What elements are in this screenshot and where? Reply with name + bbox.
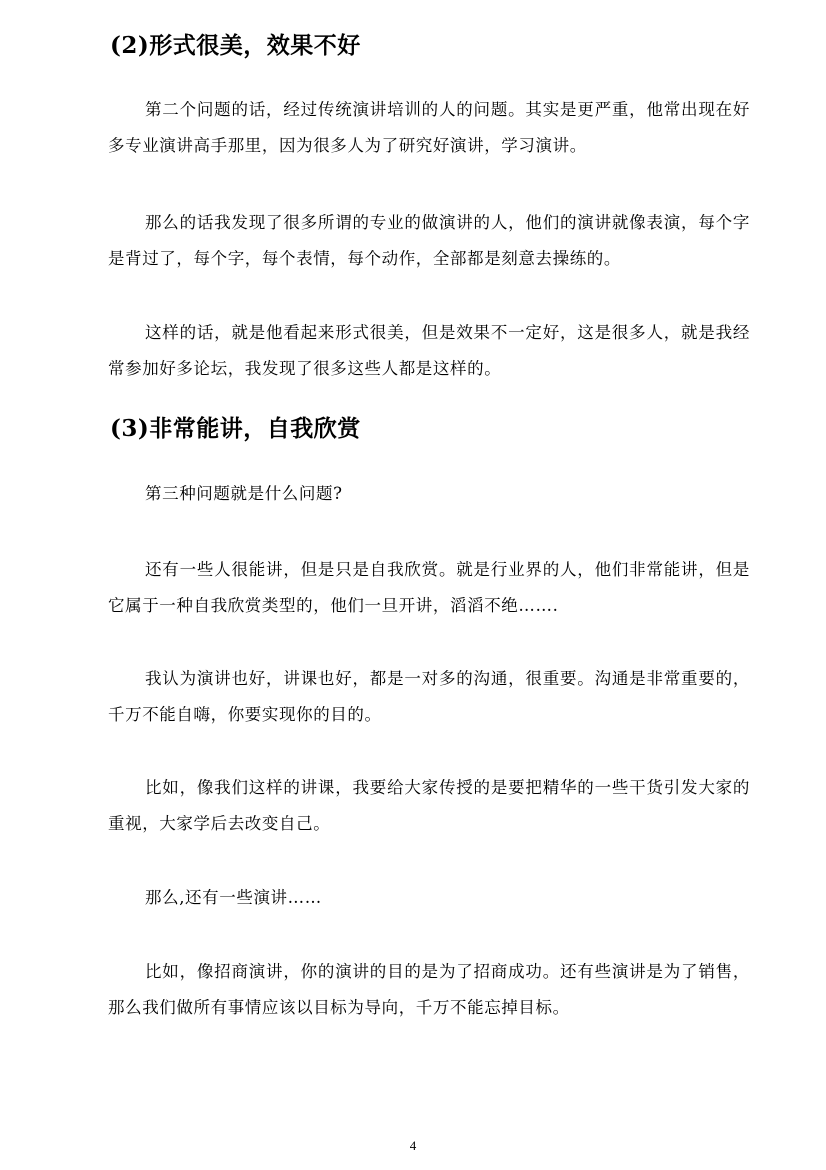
paragraph: 比如，像我们这样的讲课，我要给大家传授的是要把精华的一些干货引发大家的重视，大家学后去改变自己。 [108, 778, 750, 833]
paragraph: 还有一些人很能讲，但是只是自我欣赏。就是行业界的人，他们非常能讲，但是它属于一种自我欣赏类型的，他们一旦开讲，滔滔不绝……. [108, 560, 750, 615]
section-heading-3: (3)非常能讲，自我欣赏 [110, 415, 361, 442]
section-heading-2: (2)形式很美，效果不好 [110, 32, 361, 59]
paragraph: 比如，像招商演讲，你的演讲的目的是为了招商成功。还有些演讲是为了销售，那么我们做所有事情应该以目标为导向，千万不能忘掉目标。 [108, 962, 750, 1017]
paragraph: 第三种问题就是什么问题? [145, 484, 343, 503]
paragraph: 这样的话，就是他看起来形式很美，但是效果不一定好，这是很多人，就是我经常参加好多论坛，我发现了很多这些人都是这样的。 [108, 323, 750, 378]
paragraph: 那么,还有一些演讲…… [145, 888, 322, 907]
paragraph: 我认为演讲也好，讲课也好，都是一对多的沟通，很重要。沟通是非常重要的，千万不能自嗨，你要实现你的目的。 [108, 669, 750, 724]
paragraph: 第二个问题的话，经过传统演讲培训的人的问题。其实是更严重，他常出现在好多专业演讲高手那里，因为很多人为了研究好演讲，学习演讲。 [108, 100, 750, 155]
paragraph: 那么的话我发现了很多所谓的专业的做演讲的人，他们的演讲就像表演，每个字是背过了，每个字，每个表情，每个动作，全部都是刻意去操练的。 [108, 213, 750, 268]
page-number: 4 [409, 1138, 417, 1153]
